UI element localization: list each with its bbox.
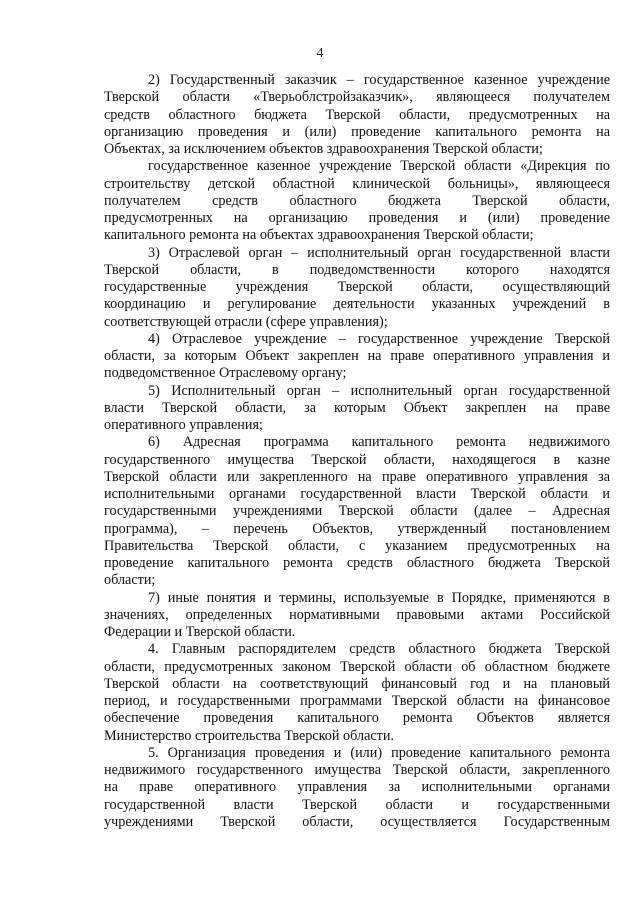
text-line: государственное казенное учреждение Тверской области «Дирекция по <box>148 158 610 175</box>
page-number: 4 <box>316 46 324 61</box>
text-line: подведомственное Отраслевому органу; <box>104 365 347 382</box>
text-line: Правительства Тверской области, с указанием предусмотренных на <box>104 537 610 554</box>
text-line: капитального ремонта на объектах здравоохранения Тверской области; <box>104 227 534 244</box>
text-line: области, предусмотренных законом Тверской области об областном бюджете <box>104 658 610 675</box>
text-line: Тверской области на соответствующий финансовый год и на плановый <box>104 675 610 692</box>
text-line: проведение капитального ремонта средств областного бюджета Тверской <box>104 555 610 571</box>
text-line: 7) иные понятия и термины, используемые в Порядке, применяются в <box>148 589 610 606</box>
text-line: значениях, определенных нормативными правовыми актами Российской <box>104 606 610 623</box>
text-line: получателем средств областного бюджета Тверской области, <box>104 192 610 209</box>
paragraph-section-4 <box>104 641 610 745</box>
document-body <box>104 72 610 831</box>
text-line: обеспечение проведения капитального ремонта Объектов является <box>104 710 610 727</box>
text-line: государственные учреждения Тверской области, осуществляющий <box>104 279 610 295</box>
text-line: Федерации и Тверской области. <box>104 624 296 640</box>
text-line: Объектах, за исключением объектов здравоохранения Тверской области; <box>104 141 543 157</box>
text-line: учреждениями Тверской области, осуществляется Государственным <box>104 813 610 830</box>
paragraph-definition-6 <box>104 434 610 589</box>
paragraph-definition-2-continued <box>104 158 610 244</box>
text-line: Министерство строительства Тверской области. <box>104 727 395 744</box>
text-line: 5) Исполнительный орган – исполнительный орган государственной <box>148 382 610 399</box>
paragraph-definition-4 <box>104 331 610 383</box>
paragraph-definition-3 <box>104 245 610 331</box>
paragraph-definition-2 <box>104 72 610 158</box>
text-line: 5. Организация проведения и (или) проведение капитального ремонта <box>148 744 610 761</box>
text-line: исполнительными органами государственной власти Тверской области и <box>104 486 610 502</box>
text-line: 3) Отраслевой орган – исполнительный орган государственной власти <box>148 244 610 261</box>
text-line: 4. Главным распорядителем средств областного бюджета Тверской <box>148 641 610 658</box>
paragraph-definition-5 <box>104 383 610 435</box>
text-line: период, и государственными программами Тверской области на финансовое <box>104 693 610 709</box>
text-line: оперативного управления; <box>104 417 263 433</box>
paragraph-section-5 <box>104 745 610 831</box>
text-line: государственными учреждениями Тверской области (далее – Адресная <box>104 503 610 520</box>
text-line: координацию и регулирование деятельности указанных учреждений в <box>104 296 610 313</box>
text-line: государственного имущества Тверской области, находящегося в казне <box>104 451 610 468</box>
text-line: предусмотренных на организацию проведения и (или) проведение <box>104 210 610 226</box>
text-line: средств областного бюджета Тверской области, предусмотренных на <box>104 106 610 123</box>
text-line: на праве оперативного управления за исполнительными органами <box>104 779 610 796</box>
text-line: 4) Отраслевое учреждение – государственное учреждение Тверской <box>148 330 610 347</box>
text-line: программа), – перечень Объектов, утвержденный постановлением <box>104 520 610 537</box>
text-line: 6) Адресная программа капитального ремонта недвижимого <box>148 434 610 451</box>
text-line: организацию проведения и (или) проведение капитального ремонта на <box>104 123 610 140</box>
text-line: 2) Государственный заказчик – государственное казенное учреждение <box>148 72 610 88</box>
text-line: недвижимого государственного имущества Тверской области, закрепленного <box>104 762 610 778</box>
text-line: Тверской области «Тверьоблстройзаказчик», являющееся получателем <box>104 89 610 106</box>
text-line: Тверской области или закрепленного на праве оперативного управления за <box>104 468 610 485</box>
text-line: власти Тверской области, за которым Объект закреплен на праве <box>104 399 610 416</box>
paragraph-definition-7 <box>104 590 610 642</box>
text-line: Тверской области, в подведомственности которого находятся <box>104 261 610 278</box>
text-line: области; <box>104 572 156 589</box>
text-line: области, за которым Объект закреплен на праве оперативного управления и <box>104 348 610 364</box>
text-line: строительству детской областной клинической больницы», являющееся <box>104 175 610 192</box>
text-line: государственной власти Тверской области и государственными <box>104 796 610 813</box>
text-line: соответствующей отрасли (сфере управления); <box>104 313 388 330</box>
